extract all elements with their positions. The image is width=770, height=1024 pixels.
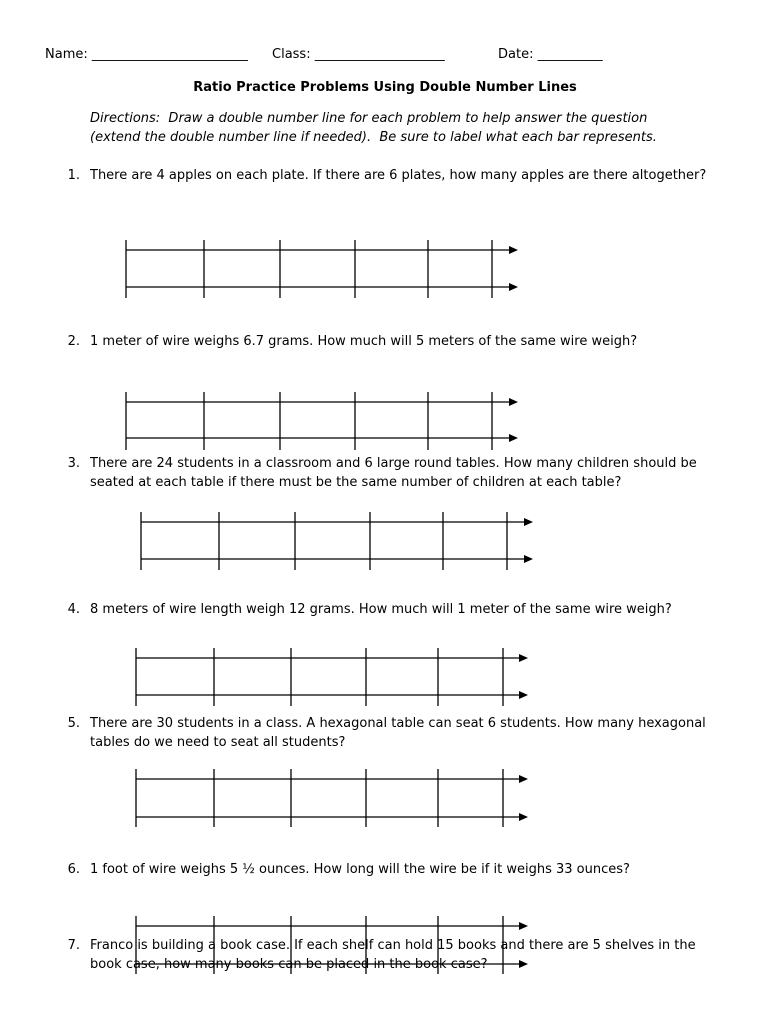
double-number-line-1 [0, 235, 770, 305]
directions-line-2: (extend the double number line if needed). Be sure to label what each bar represents. [90, 130, 657, 145]
page-title: Ratio Practice Problems Using Double Number Lines [193, 80, 577, 95]
class-field-label: Class: ____________________ [272, 47, 445, 62]
problem-5-text: There are 30 students in a class. A hexagonal table can seat 6 students. How many hexagonal tables do we need to seat all students? [90, 716, 706, 750]
problem-4-text: 8 meters of wire length weigh 12 grams. How much will 1 meter of the same wire weigh? [90, 602, 672, 617]
problem-7-text: Franco is building a book case. If each shelf can hold 15 books and there are 5 shelves in the book case, how many books can be placed in the book case? [90, 938, 696, 972]
problem-1-text: There are 4 apples on each plate. If there are 6 plates, how many apples are there altogether? [90, 168, 707, 183]
problem-5-number: 5. [67, 716, 80, 731]
date-field-label: Date: __________ [498, 47, 603, 62]
problem-3-text: There are 24 students in a classroom and 6 large round tables. How many children should be seated at each table if there must be the same number of children at each table? [90, 456, 697, 490]
name-field-label: Name: ________________________ [45, 47, 248, 62]
problem-3-number: 3. [67, 456, 80, 471]
problem-2-text: 1 meter of wire weighs 6.7 grams. How much will 5 meters of the same wire weigh? [90, 334, 638, 349]
directions-line-1: Directions: Draw a double number line for each problem to help answer the question [90, 111, 648, 126]
problem-6-text: 1 foot of wire weighs 5 ½ ounces. How long will the wire be if it weighs 33 ounces? [90, 862, 630, 877]
problem-2-number: 2. [67, 334, 80, 349]
problem-1-number: 1. [67, 168, 80, 183]
double-number-line-4 [0, 643, 770, 713]
double-number-line-3 [0, 507, 770, 577]
double-number-line-2 [0, 387, 770, 457]
problem-7-number: 7. [67, 938, 80, 953]
problem-6-number: 6. [67, 862, 80, 877]
problem-4-number: 4. [67, 602, 80, 617]
double-number-line-5 [0, 764, 770, 834]
double-number-line-6 [0, 911, 770, 981]
